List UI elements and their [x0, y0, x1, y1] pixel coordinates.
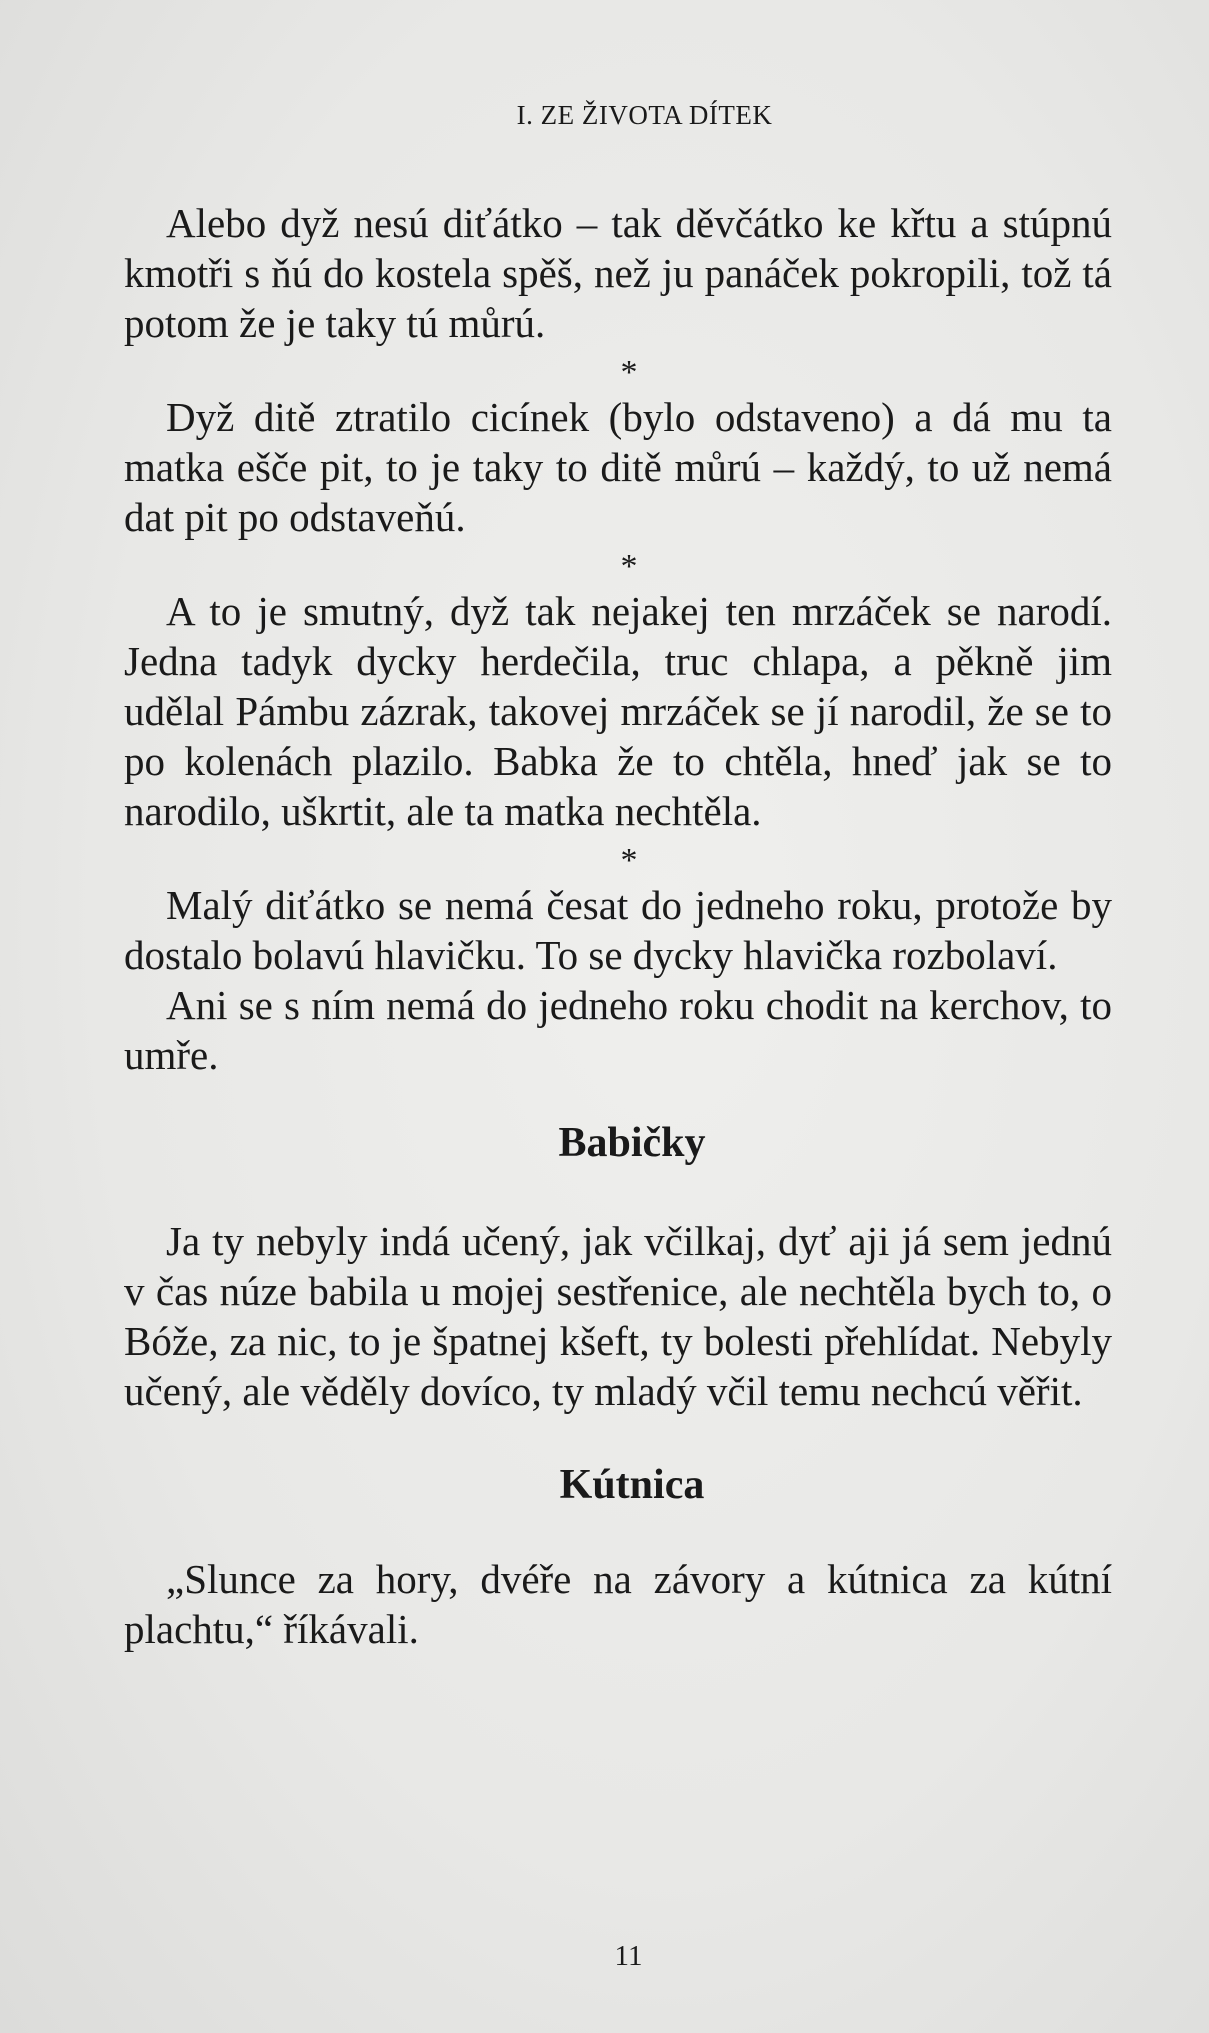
section-separator: *	[620, 354, 638, 391]
running-head: I. ZE ŽIVOTA DÍTEK	[516, 100, 773, 130]
page-body	[124, 198, 1112, 1654]
section-separator: *	[620, 842, 638, 879]
paragraph: Malý diťátko se nemá česat do jedneho roku, protože by dostalo bolavú hlavičku. To se dycky hlavička rozbolaví.	[124, 882, 1112, 978]
paragraph: Alebo dyž nesú diťátko – tak děvčátko ke křtu a stúpnú kmotři s ňú do kostela spěš, než ju panáček pokropili, tož tá potom že je taky tú můrú.	[124, 200, 1112, 346]
paragraph: Dyž ditě ztratilo cicínek (bylo odstaveno) a dá mu ta matka ešče pit, to je taky to ditě můrú – každý, to už nemá dat pit po odstaveňú.	[124, 394, 1112, 540]
paragraph: Ja ty nebyly indá učený, jak včilkaj, dyť aji já sem jednú v čas núze babila u mojej sestřenice, ale nechtěla bych to, o Bóže, za nic, to je špatnej kšeft, ty bolesti přehlídat. Nebyly učený, ale věděly dovíco, ty mladý včil temu nechcú věřit.	[124, 1218, 1112, 1414]
page-number: 11	[614, 1940, 643, 1972]
paragraph: A to je smutný, dyž tak nejakej ten mrzáček se narodí. Jedna tadyk dycky herdečila, truc chlapa, a pěkně jim udělal Pámbu zázrak, takovej mrzáček se jí narodil, že se to po kolenách plazilo. Babka že to chtěla, hneď jak se to narodilo, uškrtit, ale ta matka nechtěla.	[124, 588, 1112, 834]
section-heading: Babičky	[558, 1120, 706, 1166]
section-separator: *	[620, 548, 638, 585]
paragraph: Ani se s ním nemá do jedneho roku chodit na kerchov, to umře.	[124, 982, 1112, 1078]
paragraph: „Slunce za hory, dvéře na závory a kútnica za kútní plachtu,“ říkávali.	[124, 1556, 1112, 1652]
section-heading: Kútnica	[559, 1462, 705, 1508]
